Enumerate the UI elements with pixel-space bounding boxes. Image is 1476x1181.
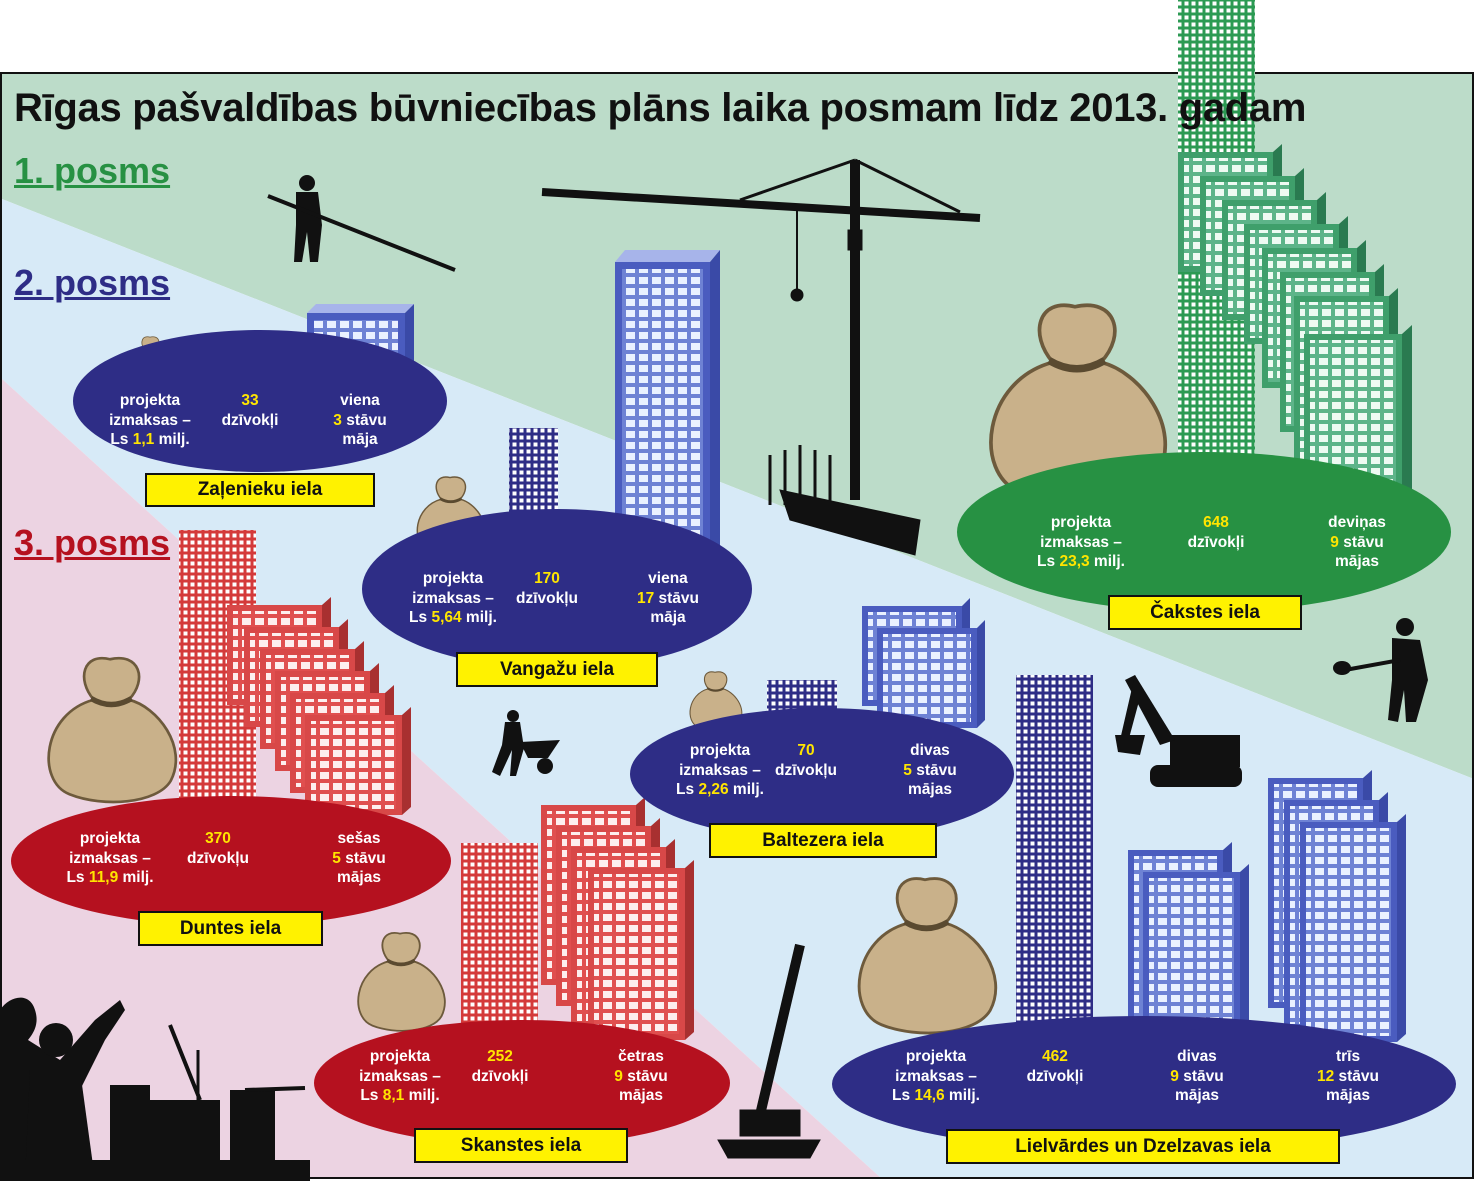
skanstes-buildings <box>541 797 694 1040</box>
skanstes-money-bag <box>358 933 445 1031</box>
lielvardes-houses-12: trīs 12 stāvu mājas <box>1316 1048 1380 1104</box>
duntes-money-bag <box>49 658 176 802</box>
phase-2-label: 2. posms <box>14 262 171 303</box>
duntes-houses: sešas 5 stāvu mājas <box>332 830 386 886</box>
street-label-lielvardes: Lielvārdes un Dzelzavas iela <box>946 1129 1340 1164</box>
zalenieku-houses: viena 3 stāvu māja <box>333 392 387 448</box>
phase-1-label: 1. posms <box>14 150 171 191</box>
lielvardes-houses-9: divas 9 stāvu mājas <box>1170 1048 1224 1104</box>
baltezera-flats: 70 dzīvokļu <box>774 742 837 779</box>
lielvardes-buildings-12 <box>1268 770 1406 1042</box>
skanstes-flats: 252 dzīvokļi <box>471 1048 529 1085</box>
baltezera-houses: divas 5 stāvu mājas <box>903 742 957 798</box>
skanstes-flats-grid <box>461 843 538 1041</box>
page-title: Rīgas pašvaldības būvniecības plāns laika posmam līdz 2013. gadam <box>14 86 1307 130</box>
vangazu-cost: projekta izmaksas – Ls 5,64 milj. <box>409 570 497 626</box>
duntes-cost: projekta izmaksas – Ls 11,9 milj. <box>66 830 154 886</box>
street-label-baltezera: Baltezera iela <box>709 823 937 858</box>
skanstes-cost: projekta izmaksas – Ls 8,1 milj. <box>359 1048 441 1104</box>
street-label-duntes: Duntes iela <box>138 911 323 946</box>
street-label-zalenieku: Zaļenieku iela <box>145 473 375 507</box>
cakstes-houses: deviņas 9 stāvu mājas <box>1328 514 1386 570</box>
bottom-left-people-silhouette <box>0 998 310 1181</box>
street-label-vangazu: Vangažu iela <box>456 652 658 687</box>
cakstes-cost: projekta izmaksas – Ls 23,3 milj. <box>1037 514 1125 570</box>
lielvardes-buildings-9 <box>1128 842 1249 1042</box>
cakstes-flats: 648 dzīvokļi <box>1187 514 1245 551</box>
lielvardes-flats-grid <box>1016 675 1093 1040</box>
excavator-silhouette <box>1115 675 1242 787</box>
tower-crane-silhouette <box>542 160 980 555</box>
baltezera-buildings <box>862 598 985 728</box>
wheelbarrow-worker-silhouette <box>492 710 560 776</box>
zalenieku-cost: projekta izmaksas – Ls 1,1 milj. <box>109 392 191 448</box>
vangazu-houses: viena 17 stāvu māja <box>636 570 700 626</box>
lielvardes-money-bag <box>859 879 996 1033</box>
zalenieku-flats: 33 dzīvokļi <box>221 392 279 429</box>
vangazu-building <box>615 250 720 560</box>
baltezera-cost: projekta izmaksas – Ls 2,26 milj. <box>676 742 764 798</box>
mobile-crane-silhouette <box>718 945 820 1158</box>
lielvardes-cost: projekta izmaksas – Ls 14,6 milj. <box>892 1048 980 1104</box>
lielvardes-flats: 462 dzīvokļi <box>1026 1048 1084 1085</box>
duntes-flats: 370 dzīvokļu <box>186 830 249 867</box>
vangazu-flats: 170 dzīvokļu <box>515 570 578 607</box>
worker-with-pole-silhouette <box>268 175 455 270</box>
shovel-worker-silhouette <box>1333 618 1428 722</box>
phase-3-label: 3. posms <box>14 522 171 563</box>
street-label-skanstes: Skanstes iela <box>414 1128 628 1163</box>
skanstes-houses: četras 9 stāvu mājas <box>614 1048 668 1104</box>
street-label-cakstes: Čakstes iela <box>1108 595 1302 630</box>
